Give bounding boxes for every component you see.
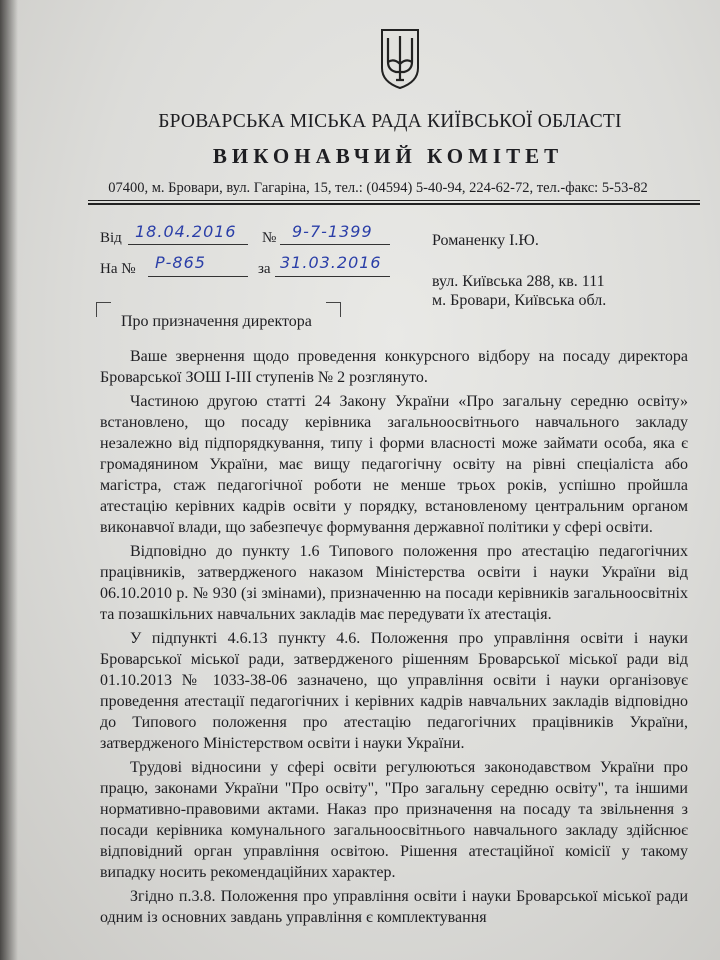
- page-shadow: [0, 0, 18, 960]
- paragraph: Трудові відносини у сфері освіти регулюються законодавством України про працю, законами України "Про освіту", "Про загальну середню освіту", та іншими нормативно-правовими актами. Наказ про призначення на посаду та звільнення з посади керівника комунального загальноосвітнього навчального закладу здійснює відповідний орган управління освітою. Рішення атестаційної комісії у такому випадку носить рекомендаційних характер.: [100, 759, 688, 881]
- paragraph: Відповідно до пункту 1.6 Типового положення про атестацію педагогічних працівників, затвердженого наказом Міністерства освіти і науки України від 06.10.2010 р. № 930 (зі змінами), призначенню на посади керівників загальноосвітніх та позашкільних навчальних закладів має передувати їх атестація.: [100, 543, 688, 623]
- number-line: [280, 244, 390, 245]
- reference-number-line: [148, 276, 248, 277]
- recipient-name: Романенку І.Ю.: [432, 232, 539, 249]
- recipient-city: м. Бровари, Київська обл.: [432, 292, 607, 309]
- recipient-street: вул. Київська 288, кв. 111: [432, 273, 605, 290]
- council-name: БРОВАРСЬКА МІСЬКА РАДА КИЇВСЬКОЇ ОБЛАСТІ: [158, 111, 622, 132]
- number-label: №: [262, 230, 277, 246]
- from-date: 18.04.2016: [135, 222, 237, 241]
- from-date-line: [128, 244, 248, 245]
- from-label: Від: [100, 230, 122, 246]
- reference-number: Р-865: [155, 253, 206, 272]
- paragraph: У підпункті 4.6.13 пункту 4.6. Положення про управління освіти і науки Броварської міської ради, затвердженого рішенням Броварської міської ради від 01.10.2013 № 1033-38-06 зазначено, що управління освіти і науки організовує проведення атестації педагогічних і керівних кадрів навчальних закладів відповідно до Типового положення про атестацію педагогічних працівників України, затвердженого Міністерством освіти і науки України.: [100, 630, 688, 752]
- header-rule-thick: [88, 203, 700, 205]
- subject-corner-left: [96, 302, 111, 317]
- reference-date: 31.03.2016: [280, 253, 382, 272]
- letter-body: [100, 346, 688, 931]
- to-label: На №: [100, 261, 136, 277]
- outgoing-number: 9-7-1399: [292, 222, 373, 241]
- paragraph: Згідно п.3.8. Положення про управління освіти і науки Броварської міської ради одним із основних завдань управління є комплектування: [100, 888, 688, 926]
- paragraph: Ваше звернення щодо проведення конкурсного відбору на посаду директора Броварської ЗОШ І-ІІІ ступенів № 2 розглянуто.: [100, 348, 688, 386]
- subject-corner-right: [326, 302, 341, 317]
- dated-label: за: [258, 261, 271, 277]
- contact-line: 07400, м. Бровари, вул. Гагаріна, 15, тел.: (04594) 5-40-94, 224-62-72, тел.-факс: 5-53-82: [108, 180, 648, 196]
- coat-of-arms-trident-icon: [378, 28, 422, 90]
- header-rule: [88, 200, 700, 201]
- reference-date-line: [275, 276, 390, 277]
- paragraph: Частиною другою статті 24 Закону України «Про загальну середню освіту» встановлено, що посаду керівника загальноосвітнього навчального закладу незалежно від підпорядкування, типу і форми власності може займати особа, яка є громадянином України, має вищу педагогічну освіту на рівні спеціаліста або магістра, стаж педагогічної роботи не менше трьох років, успішно пройшла атестацію керівних кадрів освіти у порядку, встановленому центральним органом виконавчої влади, що забезпечує формування державної політики у сфері освіти.: [100, 393, 688, 536]
- committee-name: ВИКОНАВЧИЙ КОМІТЕТ: [212, 144, 564, 168]
- subject-line: Про призначення директора: [121, 313, 312, 330]
